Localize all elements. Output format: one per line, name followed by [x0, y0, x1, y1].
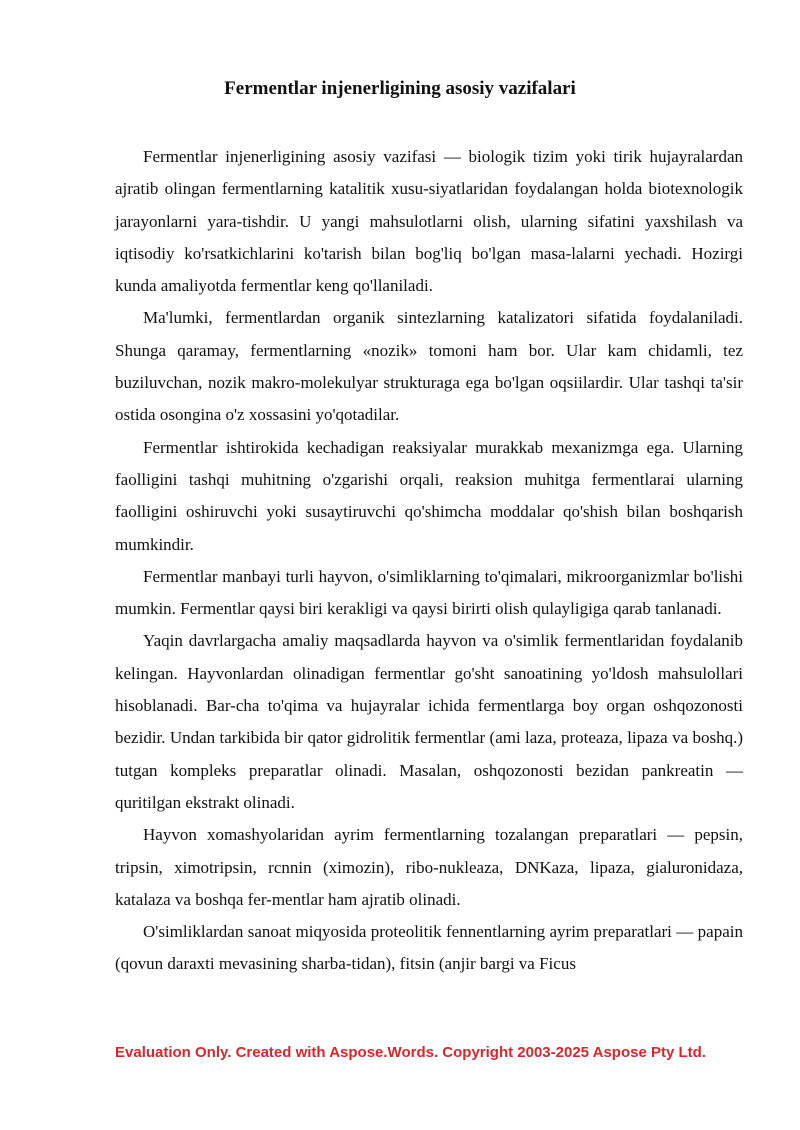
paragraph-5: Yaqin davrlargacha amaliy maqsadlarda hayvon va o'simlik fermentlaridan foydalanib kelingan. Hayvonlardan olinadigan fermentlar go'sht sanoatining yo'ldosh mahsulollari hisoblanadi. Bar-cha to'qima va hujayralar ichida fermentlarga boy organ oshqozonosti bezidir. Undan tarkibida bir qator gidrolitik fermentlar (ami laza, proteaza, lipaza va boshq.) tutgan kompleks preparatlar olinadi. Masalan, oshqozonosti bezidan pankreatin — quritilgan ekstrakt olinadi. [115, 631, 743, 812]
paragraph-2: Ma'lumki, fermentlardan organik sintezlarning katalizatori sifatida foydalaniladi. Shunga qaramay, fermentlarning «nozik» tomoni ham bor. Ular kam chidamli, tez buziluvchan, nozik makro-molekulyar strukturaga ega bo'lgan oqsiilardir. Ular tashqi ta'sir ostida osongina o'z xossasini yo'qotadilar. [115, 308, 743, 425]
paragraph-1: Fermentlar injenerligining asosiy vazifasi — biologik tizim yoki tirik hujayralardan ajratib olingan fermentlarning katalitik xusu-siyatlaridan foydalangan holda biotexnologik jarayonlarni yara-tishdir. U yangi mahsulotlarni olish, ularning sifatini yaxshilash va iqtisodiy ko'rsatkichlarini ko'tarish bilan bog'liq bo'lgan masa-lalarni yechadi. Hozirgi kunda amaliyotda fermentlar keng qo'llaniladi. [115, 147, 743, 296]
document-title: Fermentlar injenerligining asosiy vazifalari [224, 78, 576, 99]
paragraph-4: Fermentlar manbayi turli hayvon, o'simliklarning to'qimalari, mikroorganizmlar bo'lishi mumkin. Fermentlar qaysi biri kerakligi va qaysi birirti olish qulayligiga qarab tanlanadi. [115, 566, 743, 619]
paragraph-3: Fermentlar ishtirokida kechadigan reaksiyalar murakkab mexanizmga ega. Ularning faolligini tashqi muhitning o'zgarishi orqali, reaksion muhitga fermentlarai ularning faolligini oshiruvchi yoki susaytiruvchi qo'shimcha moddalar qo'shish bilan boshqarish mumkindir. [115, 437, 743, 554]
evaluation-watermark: Evaluation Only. Created with Aspose.Words. Copyright 2003-2025 Aspose Pty Ltd. [115, 1044, 735, 1062]
document-body [115, 141, 743, 981]
paragraph-6: Hayvon xomashyolaridan ayrim fermentlarning tozalangan preparatlari — pepsin, tripsin, ximotripsin, rcnnin (ximozin), ribo-nukleaza, DNKaza, lipaza, gialuronidaza, katalaza va boshqa fer-mentlar ham ajratib olinadi. [115, 825, 743, 909]
paragraph-7: O'simliklardan sanoat miqyosida proteolitik fennentlarning ayrim preparatlari — papain (qovun daraxti mevasining sharba-tidan), fitsin (anjir bargi va Ficus [115, 922, 743, 974]
